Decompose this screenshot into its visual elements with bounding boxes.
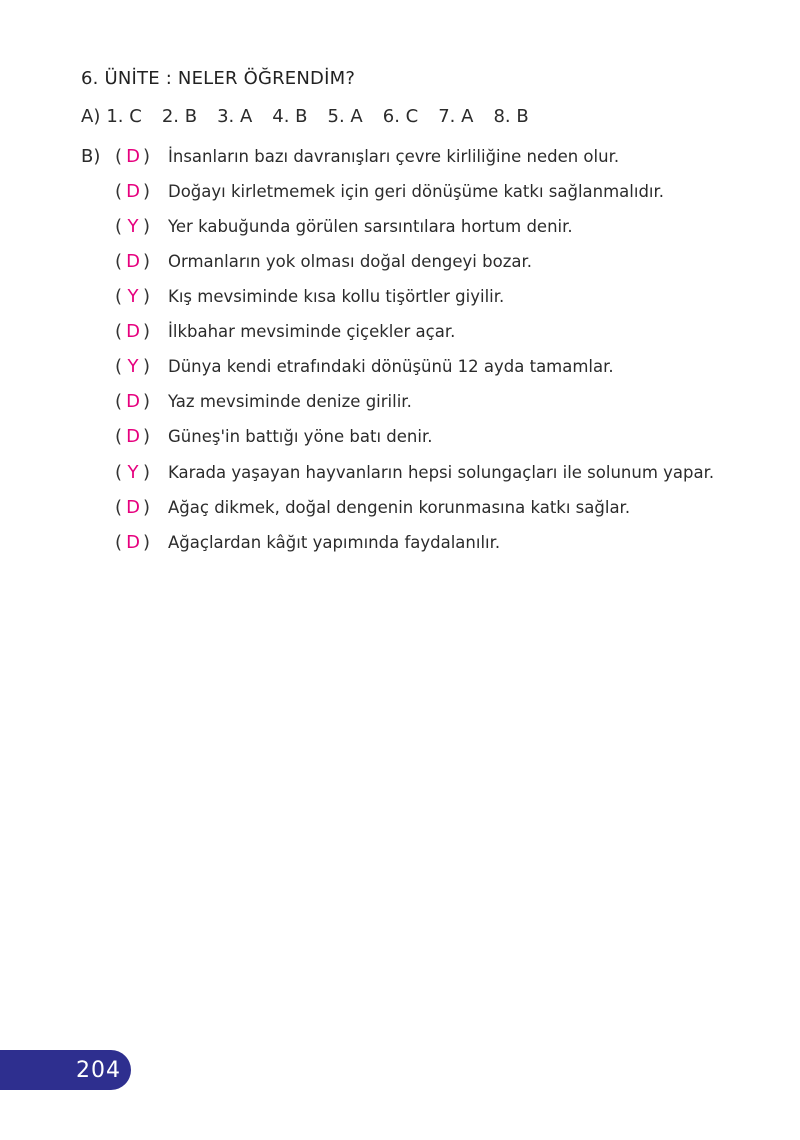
page-title: 6. ÜNİTE : NELER ÖĞRENDİM? (81, 68, 356, 89)
answer-mark: ( D ) (115, 390, 151, 412)
answer-mark: ( Y ) (115, 285, 151, 307)
answer-3: 3. A (217, 106, 253, 127)
statement-text: Ağaçlardan kâğıt yapımında faydalanılır. (168, 532, 501, 552)
page-number: 204 (76, 1057, 121, 1083)
answer-6: 6. C (382, 106, 419, 127)
answer-mark-value: D (126, 425, 140, 447)
statement-text: Ağaç dikmek, doğal dengenin korunmasına katkı sağlar. (168, 497, 631, 517)
answer-mark: ( D ) (115, 320, 151, 342)
answer-mark: ( Y ) (115, 355, 151, 377)
answer-mark: ( Y ) (115, 461, 151, 483)
list-item (115, 529, 500, 555)
statement-text: Dünya kendi etrafındaki dönüşünü 12 ayda tamamlar. (168, 356, 614, 376)
list-item (115, 459, 714, 485)
list-item (115, 388, 412, 414)
list-item (115, 248, 532, 274)
answer-4: 4. B (272, 106, 308, 127)
page-number-tab (0, 1050, 131, 1090)
answer-7: 7. A (438, 106, 474, 127)
section-a-answers (81, 106, 549, 127)
statement-text: Doğayı kirletmemek için geri dönüşüme katkı sağlanmalıdır. (168, 181, 665, 201)
answer-mark: ( D ) (115, 531, 151, 553)
list-item (115, 494, 630, 520)
list-item (115, 353, 614, 379)
section-a-label: A) (81, 106, 101, 127)
section-b-label: B) (81, 146, 101, 167)
statement-text: Ormanların yok olması doğal dengeyi bozar. (168, 251, 532, 271)
answer-mark-value: Y (127, 355, 139, 377)
answer-mark: ( D ) (115, 180, 151, 202)
answer-1: 1. C (106, 106, 142, 127)
list-item (115, 423, 432, 449)
answer-mark-value: Y (127, 461, 139, 483)
answer-mark-value: D (126, 390, 140, 412)
answer-mark: ( D ) (115, 425, 151, 447)
list-item (115, 283, 504, 309)
answer-mark-value: Y (127, 285, 139, 307)
statement-text: İlkbahar mevsiminde çiçekler açar. (168, 321, 456, 341)
statement-text: Güneş'in battığı yöne batı denir. (168, 426, 433, 446)
list-item (115, 318, 455, 344)
answer-mark: ( D ) (115, 145, 151, 167)
answer-mark-value: D (126, 180, 140, 202)
answer-mark: ( D ) (115, 250, 151, 272)
answer-mark-value: Y (127, 215, 139, 237)
statement-text: Yer kabuğunda görülen sarsıntılara hortum denir. (168, 216, 573, 236)
answer-mark-value: D (126, 496, 140, 518)
list-item (115, 143, 619, 169)
answer-mark-value: D (126, 145, 140, 167)
answer-mark-value: D (126, 250, 140, 272)
statement-text: Yaz mevsiminde denize girilir. (168, 391, 412, 411)
statement-text: Kış mevsiminde kısa kollu tişörtler giyilir. (168, 286, 505, 306)
statement-text: Karada yaşayan hayvanların hepsi solungaçları ile solunum yapar. (168, 462, 715, 482)
statement-text: İnsanların bazı davranışları çevre kirliliğine neden olur. (168, 146, 620, 166)
answer-mark: ( D ) (115, 496, 151, 518)
answer-mark: ( Y ) (115, 215, 151, 237)
list-item (115, 213, 573, 239)
list-item (115, 178, 664, 204)
answer-2: 2. B (161, 106, 198, 127)
answer-mark-value: D (126, 531, 140, 553)
answer-8: 8. B (493, 106, 529, 127)
answer-mark-value: D (126, 320, 140, 342)
answer-5: 5. A (327, 106, 363, 127)
